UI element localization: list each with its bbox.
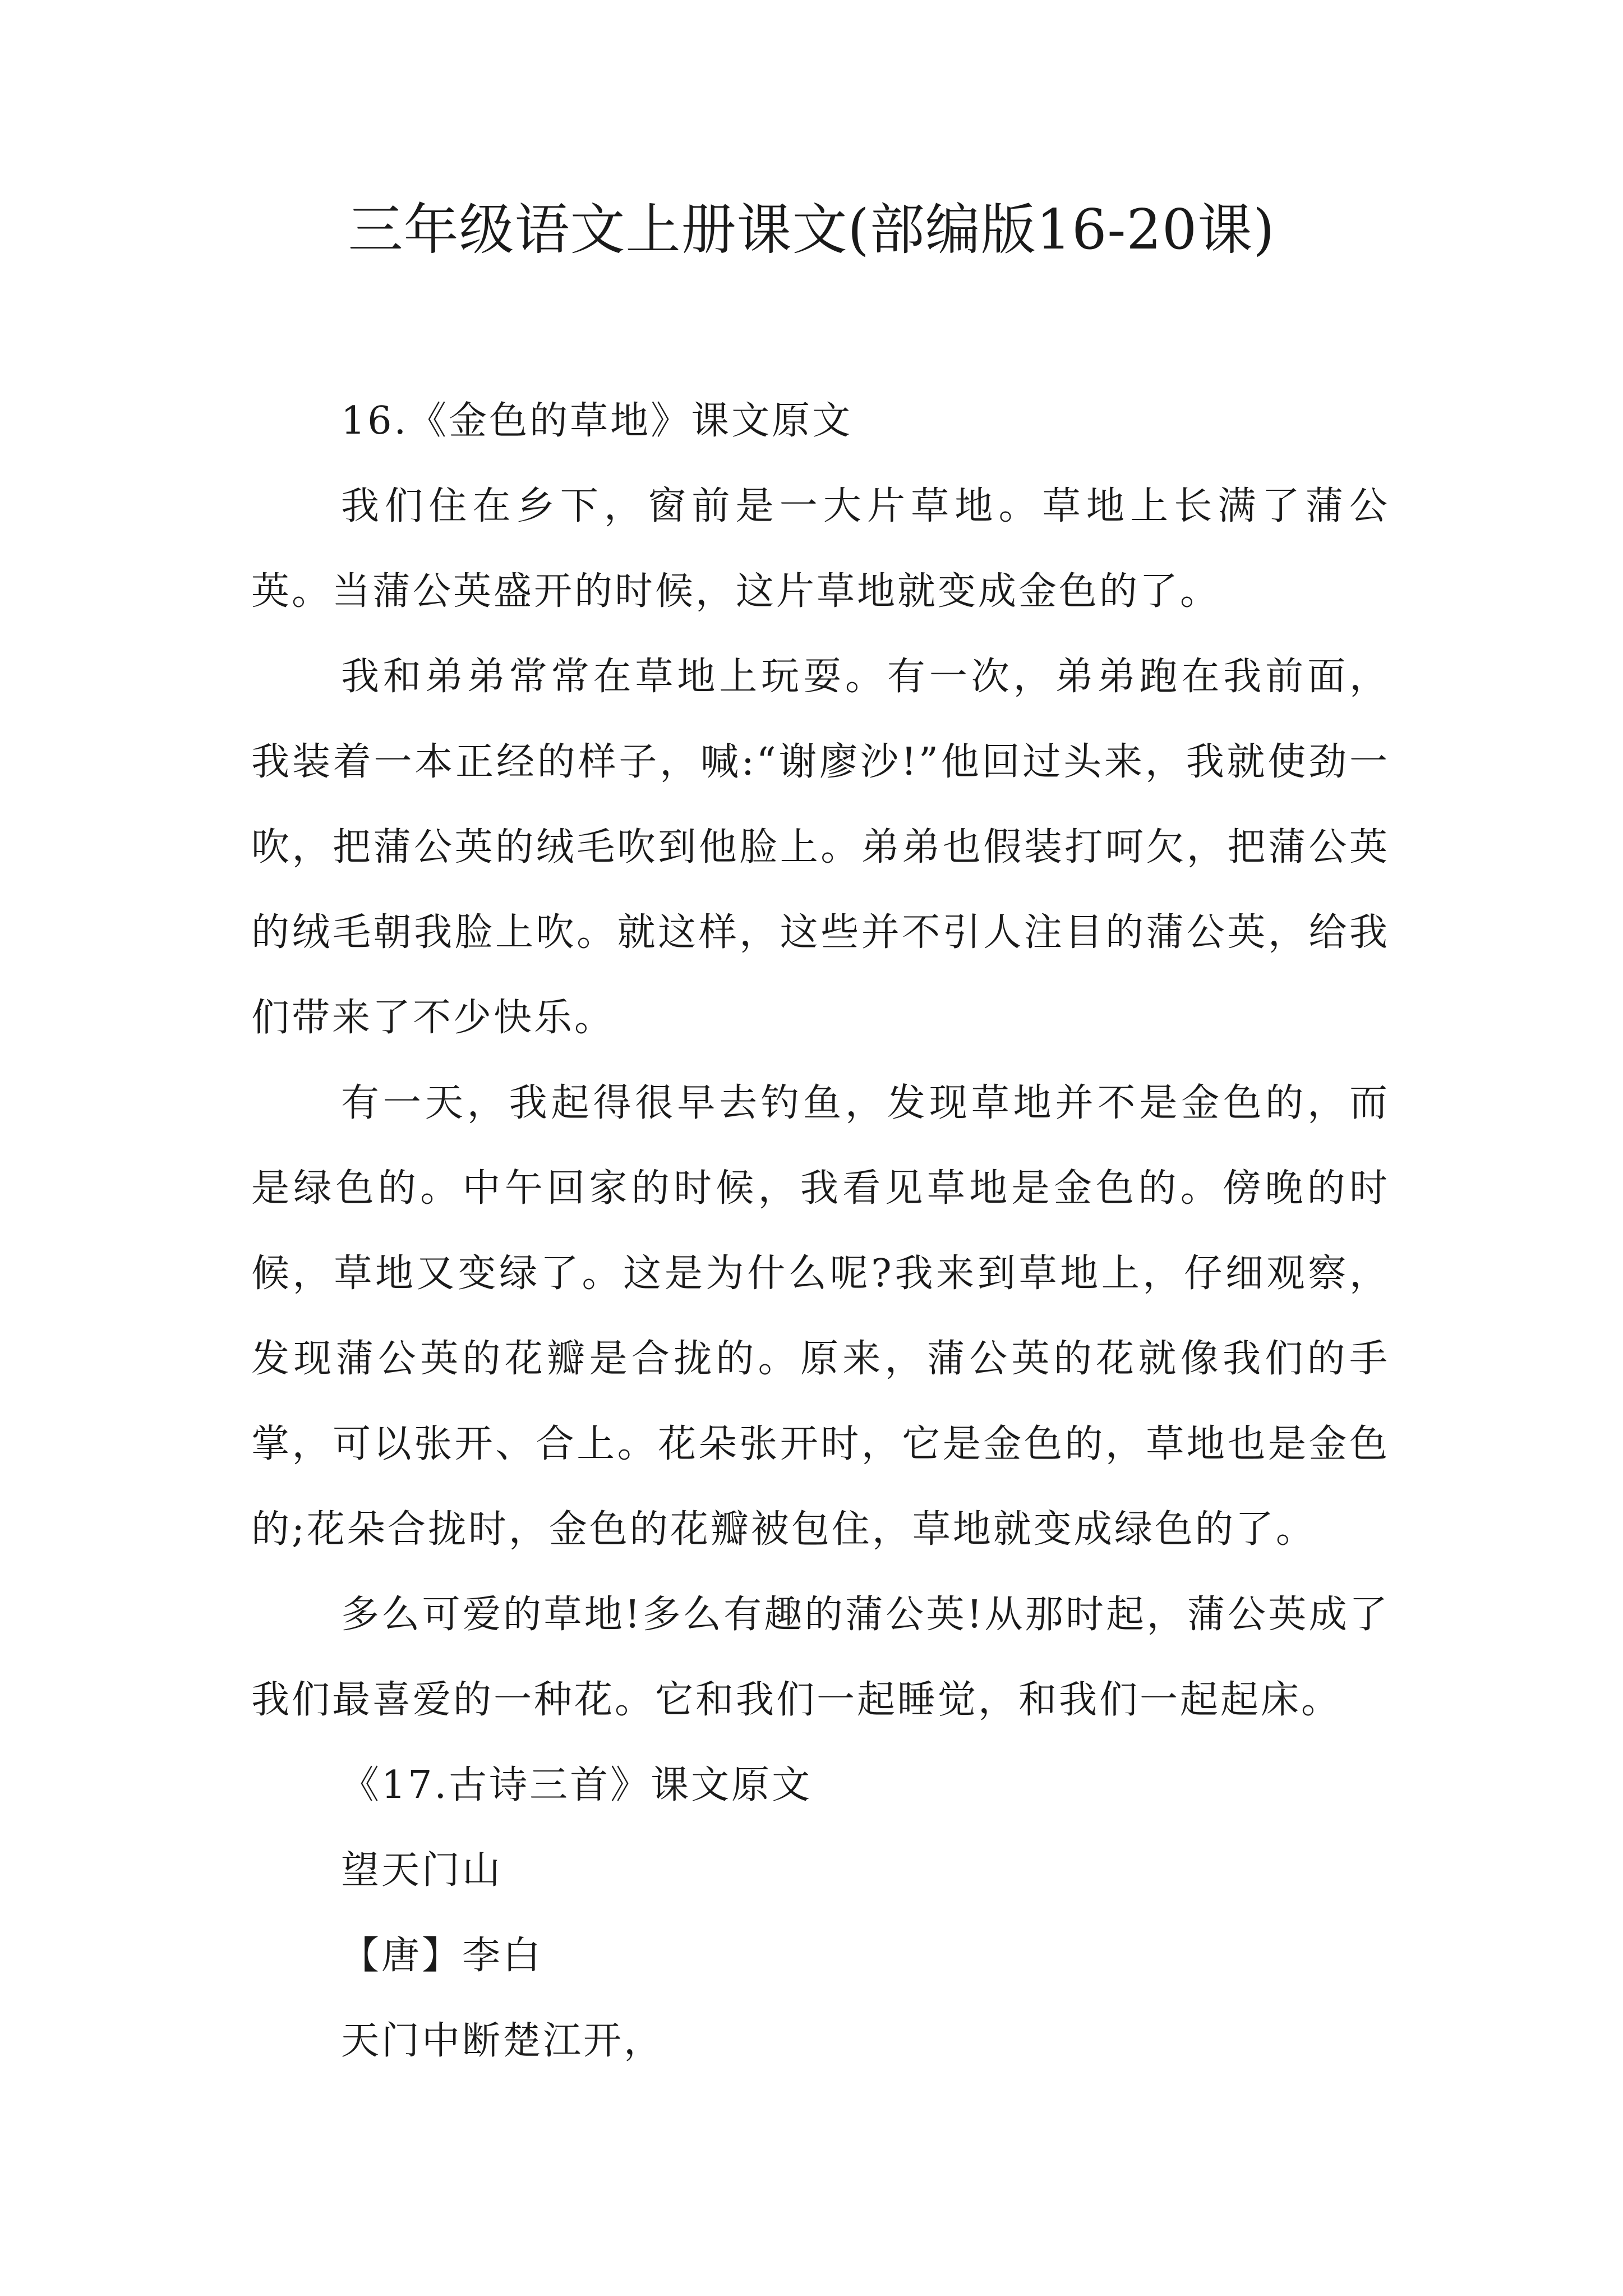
lesson16-paragraph-3: 有一天，我起得很早去钓鱼，发现草地并不是金色的，而是绿色的。中午回家的时候，我看见草地是金色的。傍晚的时候，草地又变绿了。这是为什么呢?我来到草地上，仔细观察，发现蒲公英的花瓣是合拢的。原来，蒲公英的花就像我们的手掌，可以张开、合上。花朵张开时，它是金色的，草地也是金色的;花朵合拢时，金色的花瓣被包住，草地就变成绿色的了。	[251, 1081, 1390, 1552]
document-title: 三年级语文上册课文(部编版16-20课)	[348, 198, 1275, 262]
document-body	[251, 379, 1390, 2084]
lesson17-heading: 《17.古诗三首》课文原文	[341, 1763, 813, 1807]
poem-title: 望天门山	[341, 1848, 503, 1893]
lesson16-heading: 16.《金色的草地》课文原文	[341, 399, 853, 443]
lesson16-paragraph-1: 我们住在乡下，窗前是一大片草地。草地上长满了蒲公英。当蒲公英盛开的时候，这片草地就变成金色的了。	[251, 484, 1390, 614]
poem-author: 【唐】李白	[341, 1934, 543, 1978]
lesson16-paragraph-2: 我和弟弟常常在草地上玩耍。有一次，弟弟跑在我前面，我装着一本正经的样子，喊:“谢廖沙!”他回过头来，我就使劲一吹，把蒲公英的绒毛吹到他脸上。弟弟也假装打呵欠，把蒲公英的绒毛朝我脸上吹。就这样，这些并不引人注目的蒲公英，给我们带来了不少快乐。	[251, 655, 1390, 1040]
poem-line: 天门中断楚江开，	[341, 2019, 665, 2063]
lesson16-paragraph-4: 多么可爱的草地!多么有趣的蒲公英!从那时起，蒲公英成了我们最喜爱的一种花。它和我们一起睡觉，和我们一起起床。	[251, 1593, 1390, 1722]
